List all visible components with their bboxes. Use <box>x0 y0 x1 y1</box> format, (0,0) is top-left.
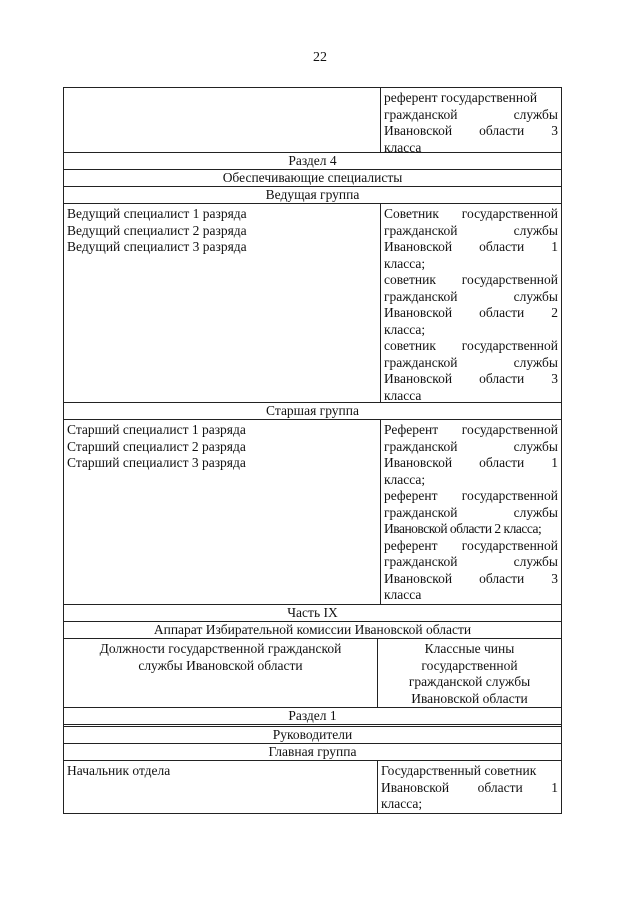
rank-line: Ивановской области 1 <box>381 779 558 795</box>
section-row <box>64 744 561 761</box>
rank-line: Ивановской области 3 <box>384 570 558 586</box>
section-row <box>64 708 561 727</box>
rank-line: класса; <box>384 321 426 337</box>
rank-cell <box>381 204 561 402</box>
rank-line: гражданской службы <box>384 288 558 304</box>
table-row <box>64 88 561 153</box>
rank-line: Государственный советник <box>381 763 537 778</box>
part-title: Часть IX <box>287 605 338 620</box>
section-row <box>64 153 561 170</box>
rank-line: референт государственной <box>384 488 558 503</box>
section-title: Раздел 1 <box>288 708 337 723</box>
group-title: Главная группа <box>268 744 357 759</box>
positions-cell <box>64 204 381 402</box>
rank-line: Ивановской области 2 <box>384 305 558 320</box>
section-row <box>64 187 561 204</box>
positions-cell <box>64 420 381 604</box>
section-row <box>64 727 561 744</box>
rank-line: гражданской службы <box>384 504 558 520</box>
header-line: гражданской службы <box>408 674 531 689</box>
position-item: Ведущий специалист 1 разряда <box>67 206 247 221</box>
rank-line: гражданской службы <box>384 106 558 122</box>
rank-line: гражданской службы <box>384 438 558 454</box>
position-item: Начальник отдела <box>67 763 171 778</box>
body-title: Аппарат Избирательной комиссии Ивановской области <box>153 622 472 637</box>
page-number: 22 <box>313 50 327 65</box>
rank-line: Ивановской области 3 <box>384 371 558 386</box>
rank-line: Референт государственной <box>384 422 558 437</box>
rank-cell <box>378 761 561 813</box>
category-title: Руководители <box>272 727 353 742</box>
rank-line: класса; <box>384 471 426 487</box>
header-line: Должности государственной гражданской <box>99 641 342 656</box>
rank-line: класса; <box>381 796 423 811</box>
rank-line: Ивановской области 2 класса; <box>384 521 542 536</box>
empty-cell <box>64 88 381 152</box>
group-title: Старшая группа <box>266 403 359 418</box>
table-row <box>64 204 561 403</box>
positions-table <box>63 87 562 814</box>
rank-line: класса <box>384 139 422 155</box>
rank-line: класса <box>384 587 422 602</box>
header-line: Ивановской области <box>411 690 528 706</box>
position-item: Старший специалист 1 разряда <box>67 422 246 437</box>
table-row <box>64 420 561 605</box>
rank-line: класса <box>384 387 422 403</box>
category-title: Обеспечивающие специалисты <box>222 170 403 185</box>
section-row <box>64 403 561 420</box>
rank-line: гражданской службы <box>384 554 558 569</box>
position-item: Ведущий специалист 3 разряда <box>67 239 247 254</box>
header-row <box>64 639 561 708</box>
table-row <box>64 761 561 813</box>
rank-cell <box>381 420 561 604</box>
header-positions <box>64 639 378 707</box>
positions-cell <box>64 761 378 813</box>
rank-line: Советник государственной <box>384 206 558 221</box>
section-row <box>64 170 561 187</box>
position-item: Ведущий специалист 2 разряда <box>67 222 247 238</box>
rank-line: класса; <box>384 255 426 271</box>
header-ranks <box>378 639 561 707</box>
section-row <box>64 605 561 622</box>
rank-line: гражданской службы <box>384 222 558 238</box>
rank-line: Ивановской области 1 <box>384 455 558 470</box>
group-title: Ведущая группа <box>265 187 360 202</box>
position-item: Старший специалист 2 разряда <box>67 438 246 454</box>
header-line: Классные чины <box>424 641 515 656</box>
position-item: Старший специалист 3 разряда <box>67 455 246 470</box>
rank-line: Ивановской области 1 <box>384 239 558 254</box>
section-row <box>64 622 561 639</box>
header-line: службы Ивановской области <box>138 657 303 673</box>
rank-line: Ивановской области 3 <box>384 123 558 138</box>
rank-line: референт государственной <box>384 90 538 105</box>
header-line: государственной <box>421 657 518 673</box>
rank-cell <box>381 88 561 155</box>
rank-line: советник государственной <box>384 338 558 353</box>
section-title: Раздел 4 <box>288 153 337 168</box>
rank-line: референт государственной <box>384 537 558 553</box>
rank-line: советник государственной <box>384 272 558 287</box>
rank-line: гражданской службы <box>384 354 558 370</box>
